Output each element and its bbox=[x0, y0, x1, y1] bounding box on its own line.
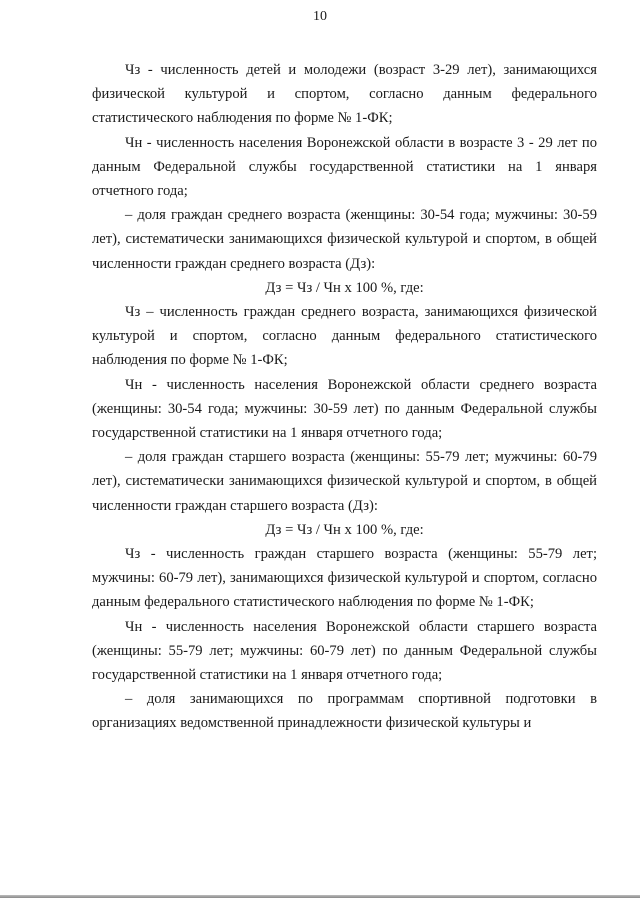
scan-bottom-edge bbox=[0, 895, 640, 898]
paragraph-chn-middle-age-definition: Чн - численность населения Воронежской области среднего возраста (женщины: 30-54 года; мужчины: 30-59 лет) по данным Федеральной службы государственной статистики на 1 января отчетного года; bbox=[92, 376, 597, 442]
paragraph-chz-senior-definition: Чз - численность граждан старшего возраста (женщины: 55-79 лет; мужчины: 60-79 лет), занимающихся физической культурой и спортом, согласно данным федерального статистического наблюдения по форме № 1-ФК; bbox=[92, 546, 597, 611]
formula-senior-age: Дз = Чз / Чн х 100 %, где: bbox=[265, 521, 424, 538]
formula-middle-age: Дз = Чз / Чн х 100 %, где: bbox=[265, 279, 424, 296]
paragraph-senior-age-share: – доля граждан старшего возраста (женщины: 55-79 лет; мужчины: 60-79 лет), систематически занимающихся физической культурой и спортом, в общей численности граждан старшего возраста (Дз): bbox=[92, 449, 597, 514]
paragraph-sport-training-share: – доля занимающихся по программам спортивной подготовки в организациях ведомственной принадлежности физической культуры и bbox=[92, 691, 597, 732]
paragraph-middle-age-share: – доля граждан среднего возраста (женщины: 30-54 года; мужчины: 30-59 лет), систематически занимающихся физической культурой и спортом, в общей численности граждан среднего возраста (Дз): bbox=[92, 207, 597, 272]
paragraph-chz-middle-age-definition: Чз – численность граждан среднего возраста, занимающихся физической культурой и спортом, согласно данным федерального статистического наблюдения по форме № 1-ФК; bbox=[92, 304, 597, 369]
paragraph-chn-youth-definition: Чн - численность населения Воронежской области в возрасте 3 - 29 лет по данным Федеральной службы государственной статистики на 1 января отчетного года; bbox=[92, 134, 597, 200]
document-body bbox=[92, 58, 597, 736]
paragraph-chn-senior-definition: Чн - численность населения Воронежской области старшего возраста (женщины: 55-79 лет; мужчины: 60-79 лет) по данным Федеральной службы государственной статистики на 1 января отчетного года; bbox=[92, 618, 597, 684]
page-number: 10 bbox=[313, 9, 327, 24]
paragraph-chz-youth-definition: Чз - численность детей и молодежи (возраст 3-29 лет), занимающихся физической культурой и спортом, согласно данным федерального статистического наблюдения по форме № 1-ФК; bbox=[92, 62, 597, 127]
